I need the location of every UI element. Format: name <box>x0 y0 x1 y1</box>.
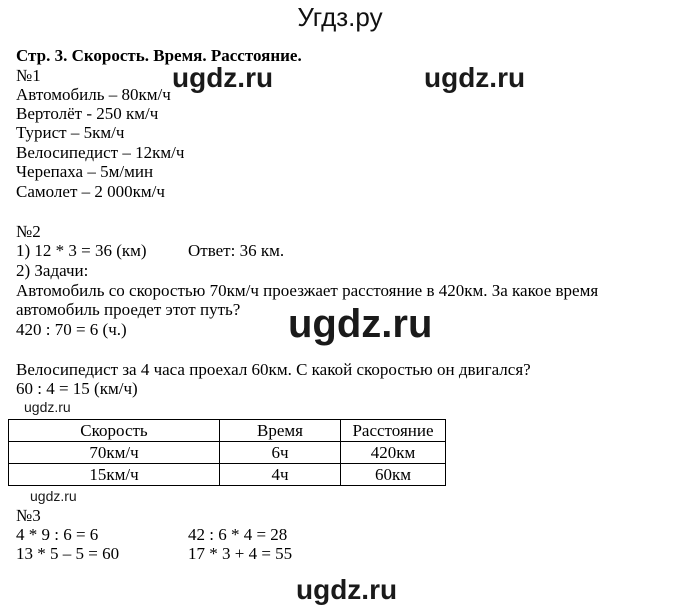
watermark-bottom: ugdz.ru <box>296 574 398 605</box>
task1-item: Самолет – 2 000км/ч <box>16 182 165 201</box>
table-header-cell: Расстояние <box>341 420 446 442</box>
task3-expr: 17 * 3 + 4 = 55 <box>188 544 293 563</box>
task2-solution2: 60 : 4 = 15 (км/ч) <box>16 379 138 398</box>
table-cell: 60км <box>341 464 446 486</box>
task2-line2: 2) Задачи: <box>16 261 89 280</box>
watermark-small-1: ugdz.ru <box>24 399 71 415</box>
watermark-small-2: ugdz.ru <box>30 488 77 504</box>
watermark-center: ugdz.ru <box>288 302 433 346</box>
task2-line1: 1) 12 * 3 = 36 (км) <box>16 241 147 260</box>
table-header-cell: Время <box>220 420 341 442</box>
task2-problem1-line2: автомобиль проедет этот путь? <box>16 300 241 319</box>
task2-number: №2 <box>16 222 41 241</box>
task2-answer1: Ответ: 36 км. <box>188 241 285 260</box>
task2-problem1-line1: Автомобиль со скоростью 70км/ч проезжает расстояние в 420км. За какое время <box>16 281 599 300</box>
table-header-cell: Скорость <box>9 420 220 442</box>
table-cell: 70км/ч <box>9 442 220 464</box>
task3-expr: 13 * 5 – 5 = 60 <box>16 544 120 563</box>
table-header-row <box>9 420 446 442</box>
task2-problem2: Велосипедист за 4 часа проехал 60км. С какой скоростью он двигался? <box>16 360 531 379</box>
task1-item: Вертолёт - 250 км/ч <box>16 104 159 123</box>
table-cell: 4ч <box>220 464 341 486</box>
table-row <box>9 442 446 464</box>
table-cell: 6ч <box>220 442 341 464</box>
task1-item: Черепаха – 5м/мин <box>16 162 154 181</box>
task1-item: Велосипедист – 12км/ч <box>16 143 185 162</box>
task3-expr: 42 : 6 * 4 = 28 <box>188 525 288 544</box>
task3-expr: 4 * 9 : 6 = 6 <box>16 525 99 544</box>
table-cell: 420км <box>341 442 446 464</box>
data-table <box>8 419 446 486</box>
table-cell: 15км/ч <box>9 464 220 486</box>
task2-solution1: 420 : 70 = 6 (ч.) <box>16 320 127 339</box>
task3-number: №3 <box>16 506 41 525</box>
task1-number: №1 <box>16 66 41 85</box>
watermark-top-left: ugdz.ru <box>172 62 274 93</box>
task1-item: Турист – 5км/ч <box>16 123 125 142</box>
page-heading: Стр. 3. Скорость. Время. Расстояние. <box>16 46 302 65</box>
task1-item: Автомобиль – 80км/ч <box>16 85 171 104</box>
table-row <box>9 464 446 486</box>
site-title: Угдз.ру <box>297 2 383 32</box>
watermark-top-right: ugdz.ru <box>424 62 526 93</box>
